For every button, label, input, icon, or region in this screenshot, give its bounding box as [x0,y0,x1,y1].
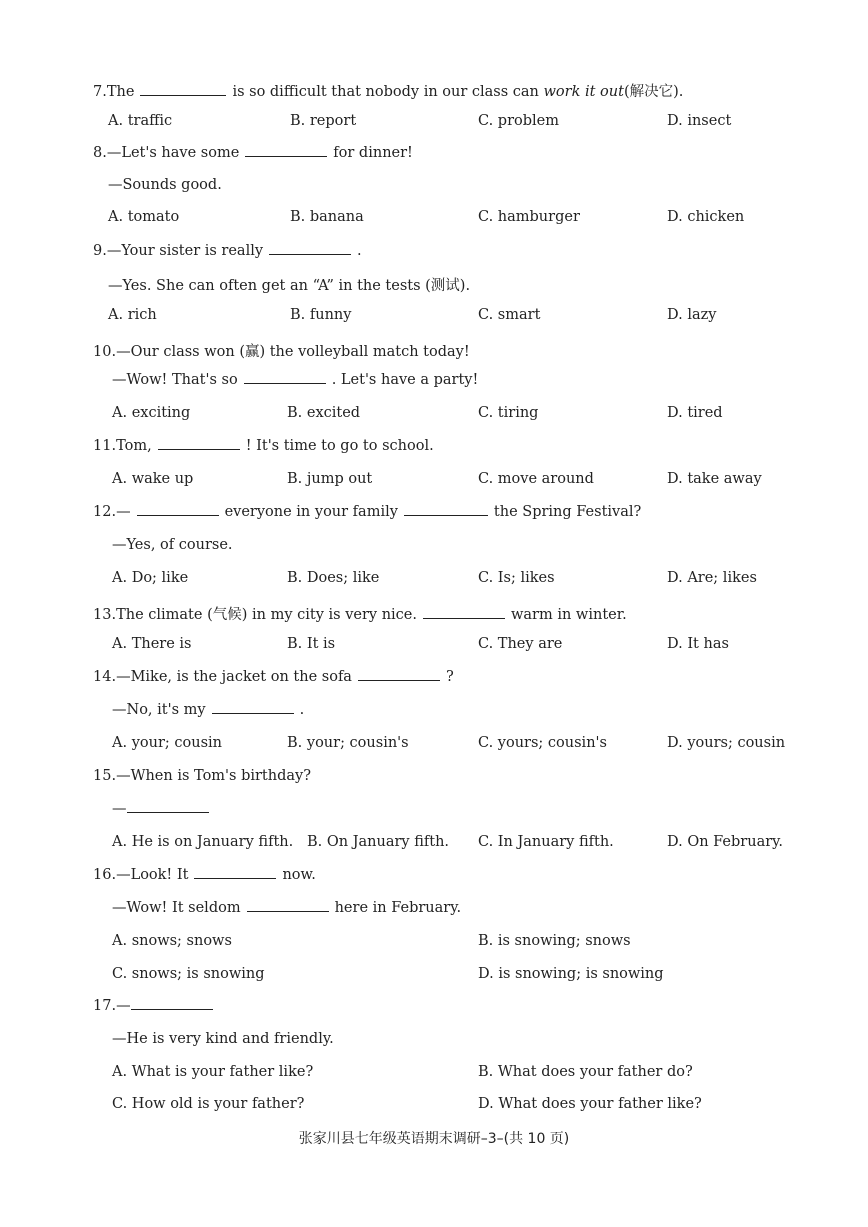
option-b: B. your; cousin's [287,735,409,751]
option-b: B. funny [290,307,352,323]
option-b: B. excited [287,405,361,421]
option-d: D. tired [667,405,723,421]
option-b: B. It is [287,636,336,652]
answer-blank [423,617,505,619]
option-d: D. is snowing; is snowing [478,966,664,982]
option-d: D. On February. [667,834,784,850]
option-d: D. yours; cousin [667,735,786,751]
question-14-stem: 14.—Mike, is the jacket on the sofa ? [93,669,454,685]
dialogue-line: —Wow! It seldom here in February. [112,900,462,916]
option-c: C. They are [478,636,563,652]
option-d: D. chicken [667,209,745,225]
dialogue-line: —Sounds good. [108,177,222,193]
question-17-stem: 17.— [93,998,219,1014]
option-a: A. rich [108,307,157,323]
option-d: D. insect [667,113,732,129]
option-a: A. tomato [108,209,180,225]
option-c: C. In January fifth. [478,834,614,850]
question-11-stem: 11.Tom, ! It's time to go to school. [93,438,434,454]
option-c: C. tiring [478,405,539,421]
option-d: D. It has [667,636,729,652]
answer-blank [131,1008,213,1010]
option-b: B. banana [290,209,364,225]
option-c: C. problem [478,113,559,129]
option-d: D. Are; likes [667,570,757,586]
option-d: D. lazy [667,307,717,323]
question-9-stem: 9.—Your sister is really . [93,243,362,259]
question-16-stem: 16.—Look! It now. [93,867,316,883]
option-a: A. Do; like [112,570,189,586]
answer-blank [194,877,276,879]
option-b: B. What does your father do? [478,1064,693,1080]
option-c: C. hamburger [478,209,580,225]
option-b: B. jump out [287,471,373,487]
option-d: D. What does your father like? [478,1096,702,1112]
answer-blank [127,811,209,813]
dialogue-line: —Yes, of course. [112,537,233,553]
question-13-stem: 13.The climate (气候) in my city is very nice. warm in winter. [93,607,627,623]
dialogue-line: —Yes. She can often get an “A” in the tests (测试). [108,278,471,294]
answer-blank [247,910,329,912]
option-d: D. take away [667,471,762,487]
option-c: C. move around [478,471,594,487]
option-b: B. Does; like [287,570,380,586]
answer-blank [404,514,488,516]
option-a: A. wake up [112,471,194,487]
answer-blank [245,155,327,157]
question-8-stem: 8.—Let's have some for dinner! [93,145,413,161]
answer-blank [244,382,326,384]
option-b: B. is snowing; snows [478,933,631,949]
option-a: A. What is your father like? [112,1064,314,1080]
dialogue-line: —Wow! That's so . Let's have a party! [112,372,479,388]
answer-blank [140,94,226,96]
option-a: A. traffic [108,113,173,129]
answer-blank [269,253,351,255]
option-c: C. yours; cousin's [478,735,607,751]
option-a: A. your; cousin [112,735,222,751]
option-c: C. snows; is snowing [112,966,265,982]
question-15-stem: 15.—When is Tom's birthday? [93,768,311,784]
option-b: B. report [290,113,357,129]
question-number: 7. [93,84,107,100]
answer-blank [358,679,440,681]
question-10-stem: 10.—Our class won (赢) the volleyball match today! [93,344,470,360]
answer-blank [212,712,294,714]
answer-blank [137,514,219,516]
option-c: C. smart [478,307,541,323]
question-12-stem: 12.— everyone in your family the Spring Festival? [93,504,642,520]
answer-blank [158,448,240,450]
dialogue-line: —He is very kind and friendly. [112,1031,334,1047]
page-footer: 张家川县七年级英语期末调研–3–(共 10 页) [298,1131,570,1147]
option-a: A. He is on January fifth. [112,834,294,850]
question-7-stem: 7.The is so difficult that nobody in our class can work it out(解决它). [93,84,684,100]
option-c: C. Is; likes [478,570,555,586]
option-a: A. exciting [112,405,191,421]
option-b: B. On January fifth. [307,834,450,850]
option-c: C. How old is your father? [112,1096,305,1112]
option-a: A. snows; snows [112,933,232,949]
dialogue-line: — [112,801,215,817]
option-a: A. There is [112,636,192,652]
dialogue-line: —No, it's my . [112,702,305,718]
